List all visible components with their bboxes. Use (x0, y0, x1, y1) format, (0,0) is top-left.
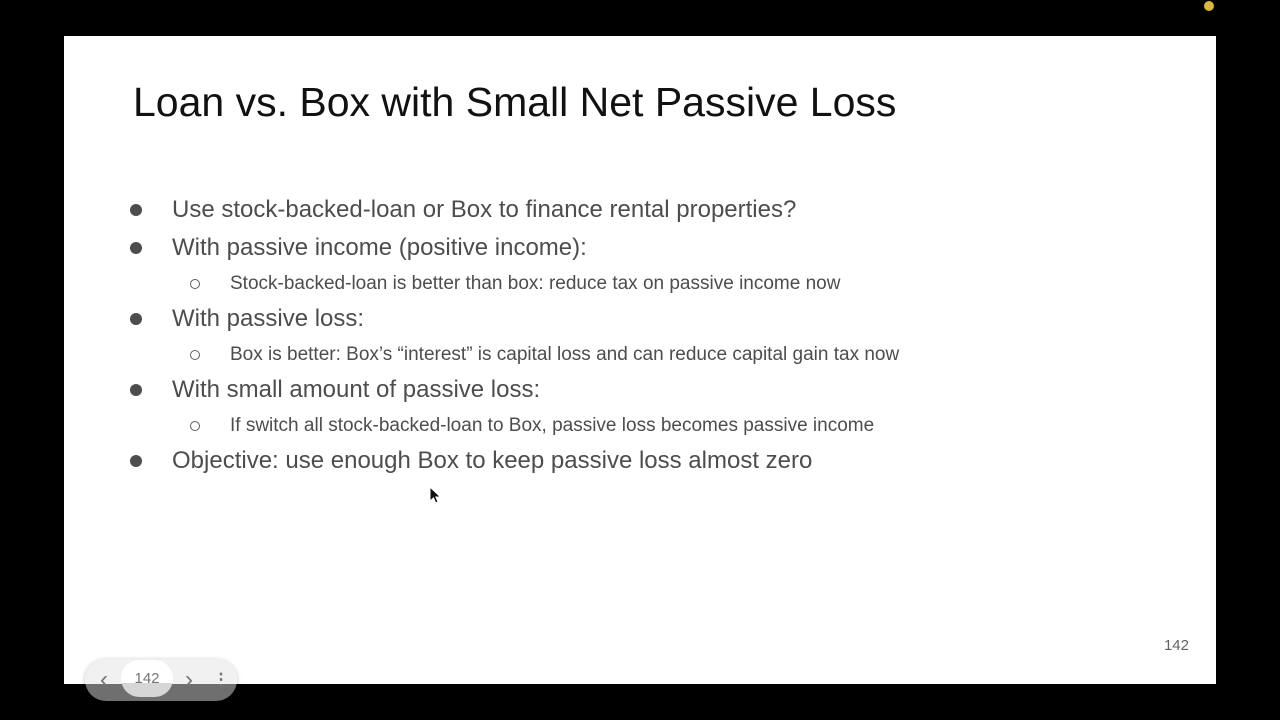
slide-title: Loan vs. Box with Small Net Passive Loss (133, 79, 897, 125)
bullet-text: Use stock-backed-loan or Box to finance rental properties? (172, 196, 797, 223)
filled-bullet-icon (130, 204, 142, 216)
more-options-button[interactable]: ⋮ (212, 670, 230, 689)
previous-slide-button[interactable]: ‹ (100, 666, 108, 693)
bullet-item (64, 371, 1216, 409)
recording-indicator-dot (1204, 1, 1214, 11)
filled-bullet-icon (130, 313, 142, 325)
slide-nav-toolbar (85, 659, 237, 701)
bullet-text: Box is better: Box’s “interest” is capital loss and can reduce capital gain tax now (230, 344, 900, 365)
bullet-text: With small amount of passive loss: (172, 376, 541, 403)
bullet-text: With passive income (positive income): (172, 234, 587, 261)
bullet-item (64, 191, 1216, 229)
open-bullet-icon (190, 279, 200, 289)
bullet-text: Objective: use enough Box to keep passive loss almost zero (172, 447, 813, 474)
open-bullet-icon (190, 421, 200, 431)
next-slide-button[interactable]: › (185, 666, 193, 693)
slide-number: 142 (1163, 637, 1189, 654)
bullet-item (64, 300, 1216, 338)
bullet-text: If switch all stock-backed-loan to Box, passive loss becomes passive income (230, 415, 875, 436)
filled-bullet-icon (130, 242, 142, 254)
current-slide-badge[interactable] (121, 660, 173, 697)
bullet-item (64, 229, 1216, 267)
open-bullet-icon (190, 350, 200, 360)
mouse-cursor (429, 486, 442, 505)
current-slide-label: 142 (134, 670, 160, 687)
sub-bullet-item (64, 267, 1216, 300)
bullet-item (64, 442, 1216, 480)
slide-canvas (64, 36, 1216, 684)
sub-bullet-item (64, 409, 1216, 442)
bullet-text: Stock-backed-loan is better than box: reduce tax on passive income now (230, 273, 841, 294)
filled-bullet-icon (130, 455, 142, 467)
filled-bullet-icon (130, 384, 142, 396)
bullet-list (64, 191, 1216, 480)
bullet-text: With passive loss: (172, 305, 365, 332)
sub-bullet-item (64, 338, 1216, 371)
